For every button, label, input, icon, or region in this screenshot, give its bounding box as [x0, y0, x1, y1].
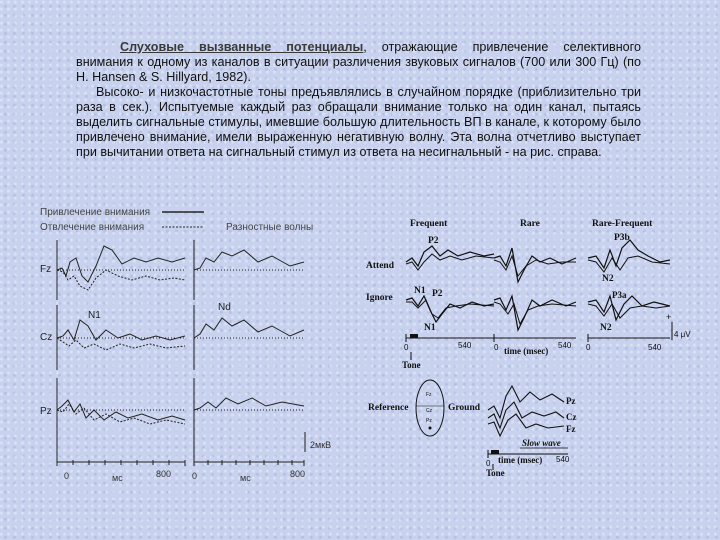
label-nd: Nd — [218, 302, 231, 313]
row-attend: Attend — [366, 261, 394, 271]
rare-ignore-trace — [494, 296, 576, 330]
axis-zero-1: 0 — [64, 471, 70, 481]
label-p2-attend: P2 — [428, 236, 439, 246]
pz-difference-trace — [194, 398, 304, 410]
cz-ignore-trace — [57, 338, 185, 350]
tone-label-2: Tone — [486, 468, 505, 478]
paragraph-1-rest: , отражающие привлечение селективного внимания к одному из каналов в ситуации различения звуковых сигналов (700 или 300 Гц) (по H. Hansen & S. Hillyard, 1982). — [76, 40, 641, 84]
axis-zero-2: 0 — [192, 471, 198, 481]
axis-540-a: 540 — [458, 341, 472, 350]
label-n1-attend: N1 — [414, 286, 426, 296]
head-fz: Fz — [426, 392, 432, 398]
head-cz: Cz — [426, 408, 433, 414]
lead-fz: Fz — [40, 264, 52, 275]
cz-attend-trace — [57, 320, 185, 340]
axis-unit-2: мс — [240, 473, 251, 483]
trace-fz: Fz — [566, 424, 576, 434]
axis-zero-c: 0 — [586, 343, 591, 352]
lead-cz: Cz — [40, 332, 53, 343]
slow-wave-label: Slow wave — [522, 438, 561, 448]
label-n1-ignore: N1 — [424, 323, 436, 333]
frequent-ignore-trace-2 — [406, 300, 494, 318]
lead-pz: Pz — [40, 406, 52, 417]
axis-zero-d: 0 — [486, 459, 491, 468]
fz-ignore-trace — [57, 270, 185, 290]
ground-label: Ground — [448, 403, 481, 413]
cz-difference-trace — [194, 318, 304, 338]
axis-540-d: 540 — [556, 455, 570, 464]
label-n1: N1 — [88, 310, 101, 321]
slow-wave-cz-trace — [488, 402, 564, 428]
label-n2-ignore: N2 — [600, 323, 612, 333]
reference-label: Reference — [368, 403, 409, 413]
trace-pz: Pz — [566, 396, 576, 406]
col-rare-frequent: Rare-Frequent — [592, 219, 653, 229]
difference-attend-trace-2 — [588, 256, 670, 272]
left-figure — [40, 207, 331, 483]
fz-difference-trace — [194, 250, 304, 270]
axis-end-2: 800 — [290, 469, 306, 479]
axis-end-1: 800 — [156, 469, 172, 479]
col-rare: Rare — [520, 219, 540, 229]
axis-zero-b: 0 — [494, 343, 499, 352]
frequent-ignore-trace — [406, 296, 494, 322]
label-p3b: P3b — [614, 233, 630, 243]
col-frequent: Frequent — [410, 219, 448, 229]
axis-unit-1: мс — [112, 473, 123, 483]
legend-distraction: Отвлечение внимания — [40, 222, 145, 233]
difference-attend-trace — [588, 240, 670, 268]
time-label: time (msec) — [504, 346, 549, 356]
fz-attend-trace — [57, 246, 185, 282]
label-p3a: P3a — [612, 290, 627, 300]
tone-label: Tone — [402, 360, 421, 370]
scale-4uv: 4 μV — [674, 330, 691, 339]
rare-ignore-trace-2 — [494, 302, 576, 324]
axis-540-c: 540 — [648, 343, 662, 352]
rare-attend-trace — [494, 248, 576, 282]
trace-cz: Cz — [566, 412, 577, 422]
right-figure — [366, 219, 691, 478]
row-ignore: Ignore — [366, 293, 393, 303]
legend-difference: Разностные волны — [226, 222, 314, 233]
head-pz: Pz — [426, 418, 432, 424]
time-label-2: time (msec) — [498, 455, 543, 465]
label-p2-ignore: P2 — [432, 289, 443, 299]
legend-attention: Привлечение внимания — [40, 207, 151, 218]
label-n2-attend: N2 — [602, 274, 614, 284]
title-link[interactable]: Слуховые вызванные потенциалы — [120, 40, 364, 54]
axis-zero-a: 0 — [404, 343, 409, 352]
axis-540-b: 540 — [558, 341, 572, 350]
voltage-scale: 2мкВ — [310, 440, 332, 450]
svg-text:+: + — [666, 312, 672, 322]
paragraph-2: Высоко- и низкочастотные тоны предъявлялись в случайном порядке (приблизительно три раза в сек.). Испытуемые каждый раз обращали внимание только на один канал, пытаясь выделить сигнальные стимулы, имевшие большую длительность ВП в канале, к которому было привлечено внимание, имели выраженную негативную волну. Эта волна отчетливо выступает при вычитании ответа на сигнальный стимул из ответа на несигнальный - на рис. справа. — [76, 85, 641, 159]
